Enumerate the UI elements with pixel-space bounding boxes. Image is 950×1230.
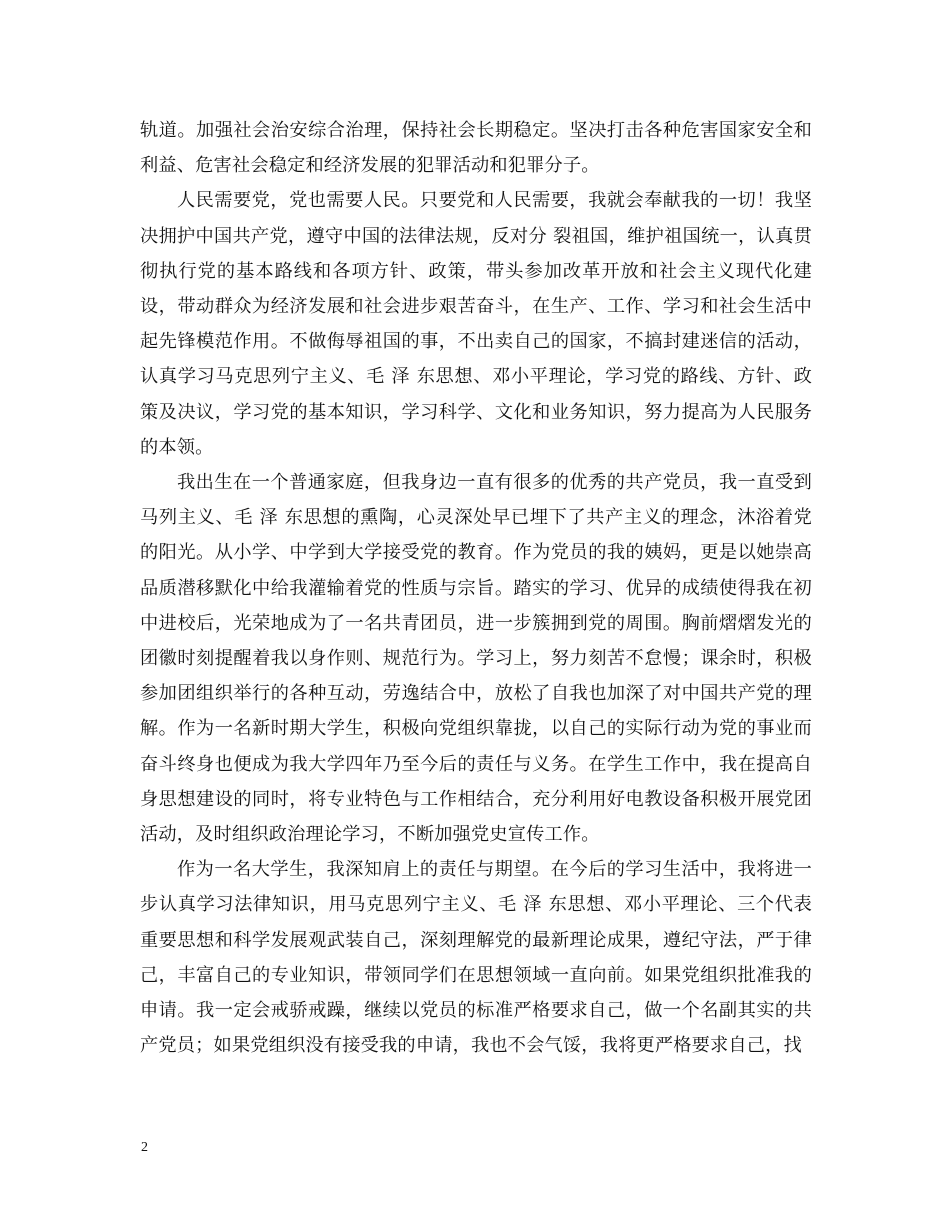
page-number: 2 [141,1140,148,1155]
paragraph: 我出生在一个普通家庭，但我身边一直有很多的优秀的共产党员，我一直受到马列主义、毛 泽 东思想的熏陶，心灵深处早已埋下了共产主义的理念，沐浴着党的阳光。从小学、中学到大学接受党的教育。作为党员的我的姨妈，更是以她崇高品质潜移默化中给我灌输着党的性质与宗旨。踏实的学习、优异的成绩使得我在初中进校后，光荣地成为了一名共青团员，进一步簇拥到党的周围。胸前熠熠发光的团徽时刻提醒着我以身作则、规范行为。学习上，努力刻苦不怠慢；课余时，积极参加团组织举行的各种互动，劳逸结合中，放松了自我也加深了对中国共产党的理解。作为一名新时期大学生，积极向党组织靠拢，以自己的实际行动为党的事业而奋斗终身也便成为我大学四年乃至今后的责任与义务。在学生工作中，我在提高自身思想建设的同时，将专业特色与工作相结合，充分利用好电教设备积极开展党团活动，及时组织政治理论学习，不断加强党史宣传工作。 [140,472,812,846]
paragraph-continued: 轨道。加强社会治安综合治理，保持社会长期稳定。坚决打击各种危害国家安全和利益、危害社会稳定和经济发展的犯罪活动和犯罪分子。 [140,120,812,177]
paragraph: 人民需要党，党也需要人民。只要党和人民需要，我就会奉献我的一切！我坚决拥护中国共产党，遵守中国的法律法规，反对分 裂祖国，维护祖国统一，认真贯彻执行党的基本路线和各项方针、政策，带头参加改革开放和社会主义现代化建设，带动群众为经济发展和社会进步艰苦奋斗，在生产、工作、学习和社会生活中起先锋模范作用。不做侮辱祖国的事，不出卖自己的国家，不搞封建迷信的活动，认真学习马克思列宁主义、毛 泽 东思想、邓小平理论，学习党的路线、方针、政策及决议，学习党的基本知识，学习科学、文化和业务知识，努力提高为人民服务的本领。 [140,190,812,458]
document-body [140,113,812,1063]
paragraph: 作为一名大学生，我深知肩上的责任与期望。在今后的学习生活中，我将进一步认真学习法律知识，用马克思列宁主义、毛 泽 东思想、邓小平理论、三个代表重要思想和科学发展观武装自己，深刻理解党的最新理论成果，遵纪守法，严于律己，丰富自己的专业知识，带领同学们在思想领域一直向前。如果党组织批准我的申请。我一定会戒骄戒躁，继续以党员的标准严格要求自己，做一个名副其实的共产党员；如果党组织没有接受我的申请，我也不会气馁，我将更严格要求自己，找 [140,859,812,1057]
